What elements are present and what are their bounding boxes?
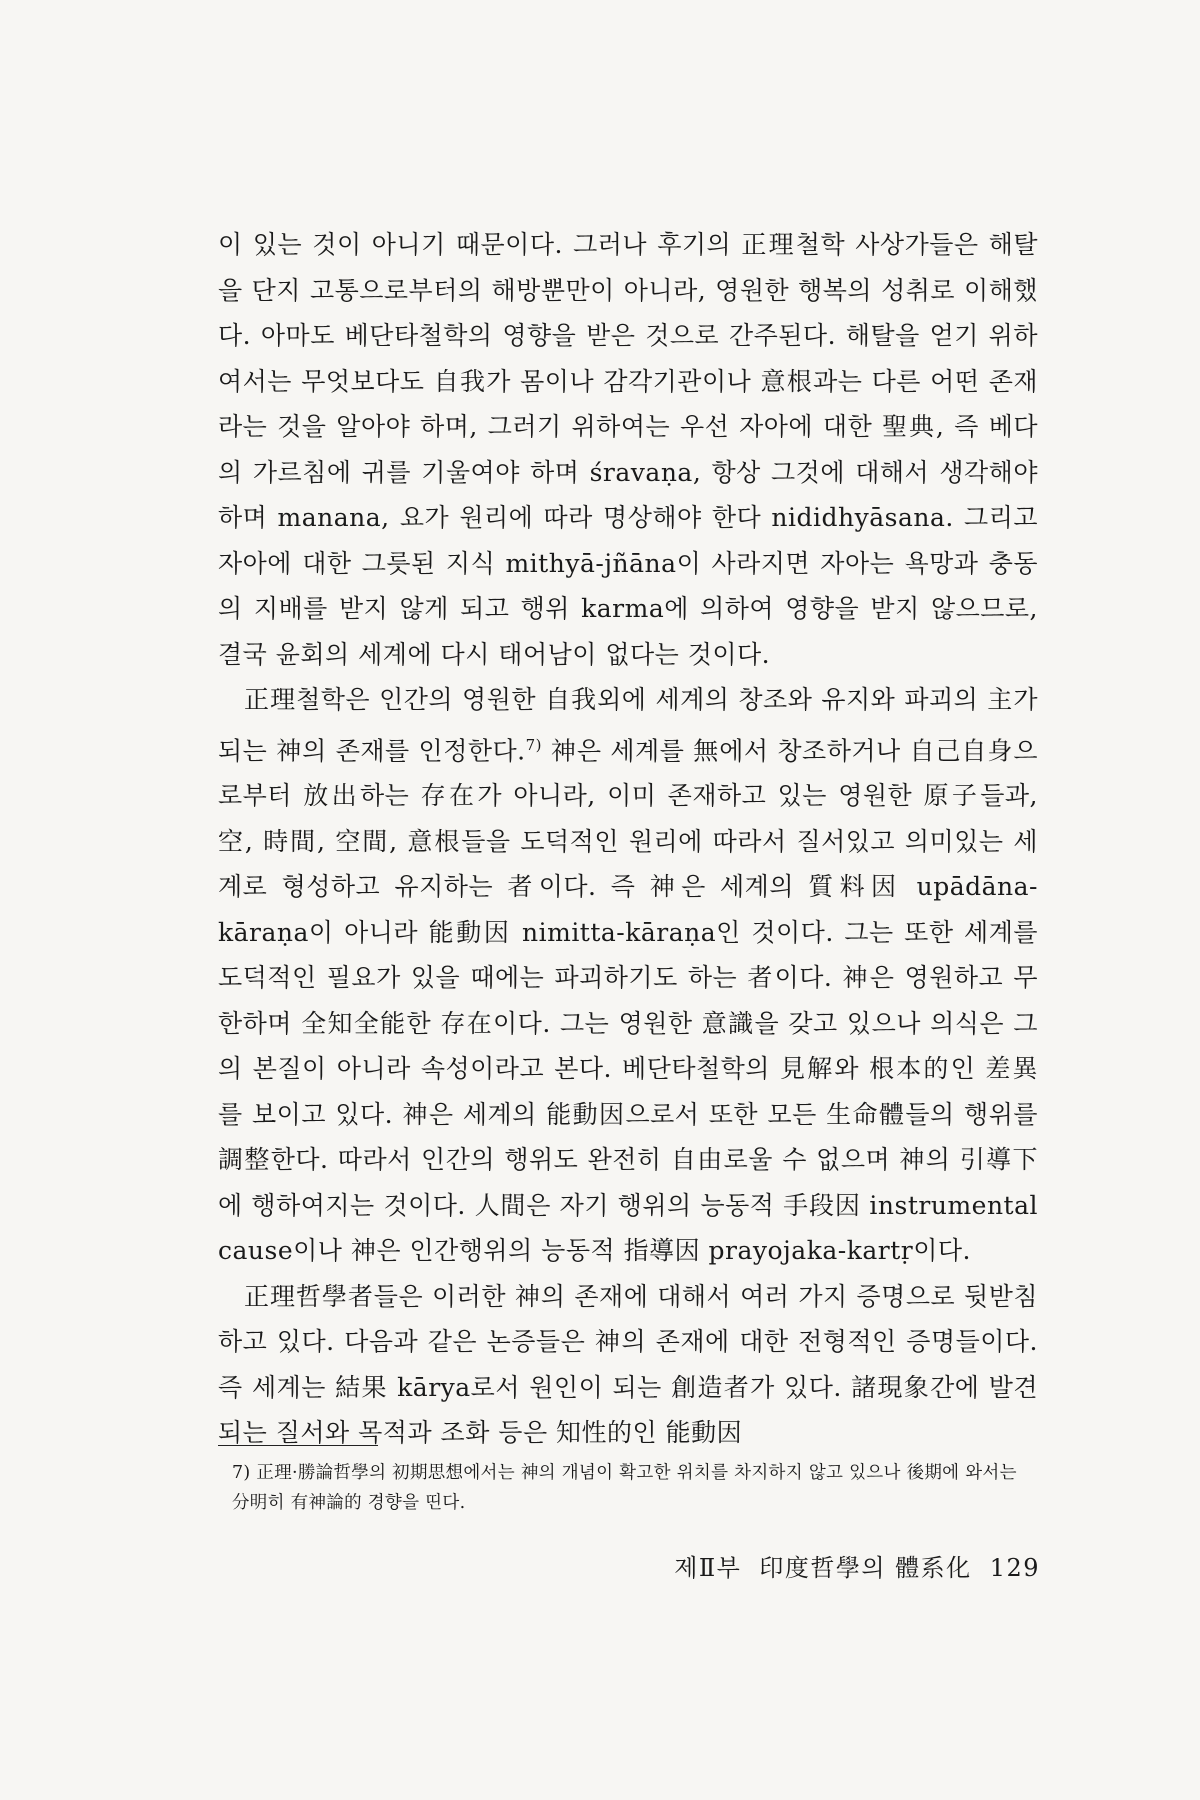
paragraph-1: 이 있는 것이 아니기 때문이다. 그러나 후기의 正理철학 사상가들은 해탈을 단지 고통으로부터의 해방뿐만이 아니라, 영원한 행복의 성취로 이해했다. 아마도 베단타철학의 영향을 받은 것으로 간주된다. 해탈을 얻기 위하여서는 무엇보다도 自我가 몸이나 감각기관이나 意根과는 다른 어떤 존재라는 것을 알아야 하며, 그러기 위하여는 우선 자아에 대한 聖典, 즉 베다의 가르침에 귀를 기울여야 하며 śravaṇa, 항상 그것에 대해서 생각해야 하며 manana, 요가 원리에 따라 명상해야 한다 nididhyāsana. 그리고 자아에 대한 그릇된 지식 mithyā-jñāna이 사라지면 자아는 욕망과 충동의 지배를 받지 않게 되고 행위 karma에 의하여 영향을 받지 않으므로, 결국 윤회의 세계에 다시 태어남이 없다는 것이다. — [218, 230, 1038, 669]
paragraph-2-part-2: 神은 세계를 無에서 창조하거나 自己自身으로부터 放出하는 存在가 아니라, 이미 존재하고 있는 영원한 原子들과, 空, 時間, 空間, 意根들을 도덕적인 원리에 따라서 질서있고 의미있는 세계로 형성하고 유지하는 者이다. 즉 神은 세계의 質料因 upādāna-kāraṇa이 아니라 能動因 nimitta-kāraṇa인 것이다. 그는 또한 세계를 도덕적인 필요가 있을 때에는 파괴하기도 하는 者이다. 神은 영원하고 무한하며 全知全能한 存在이다. 그는 영원한 意識을 갖고 있으나 의식은 그의 본질이 아니라 속성이라고 본다. 베단타철학의 見解와 根本的인 差異를 보이고 있다. 神은 세계의 能動因으로서 또한 모든 生命體들의 행위를 調整한다. 따라서 인간의 행위도 완전히 自由로울 수 없으며 神의 引導下에 행하여지는 것이다. 人間은 자기 행위의 능동적 手段因 instrumental cause이나 神은 인간행위의 능동적 指導因 prayojaka-kartṛ이다. — [218, 735, 1038, 1266]
body-text — [218, 222, 1038, 1456]
paragraph-2-part-1: 正理철학은 인간의 영원한 自我외에 세계의 창조와 유지와 파괴의 主가 되는 神의 존재를 인정한다. — [218, 685, 1038, 765]
running-footer — [674, 1548, 1040, 1583]
footer-section-title: 印度哲學의 體系化 — [759, 1554, 972, 1582]
paragraph-2 — [218, 677, 1038, 1274]
page-number: 129 — [989, 1554, 1040, 1582]
paragraph-3: 正理哲學者들은 이러한 神의 존재에 대해서 여러 가지 증명으로 뒷받침하고 있다. 다음과 같은 논증들은 神의 존재에 대한 전형적인 증명들이다. 즉 세계는 結果 kārya로서 원인이 되는 創造者가 있다. 諸現象간에 발견되는 질서와 목적과 조화 등은 知性的인 能動因 — [218, 1281, 1038, 1448]
footer-part: 제Ⅱ부 — [674, 1554, 742, 1582]
footnote: 7) 正理·勝論哲學의 初期思想에서는 神의 개념이 확고한 위치를 차지하지 않고 있으나 後期에 와서는 分明히 有神論的 경향을 띤다. — [232, 1463, 1017, 1513]
footnote-divider — [218, 1445, 378, 1446]
footnote-reference: 7) — [525, 735, 542, 754]
